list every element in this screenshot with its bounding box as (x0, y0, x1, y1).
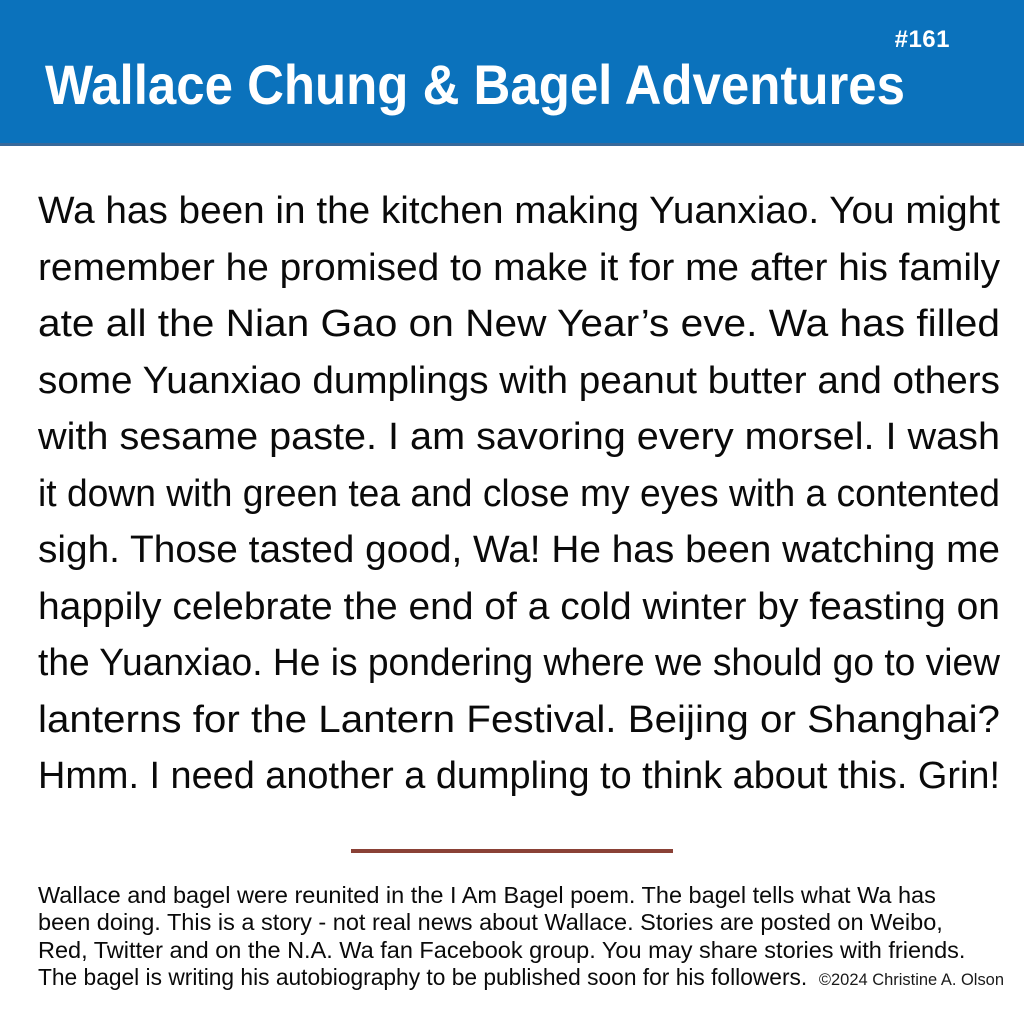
copyright: ©2024 Christine A. Olson (818, 970, 1004, 989)
story-line (38, 466, 1000, 523)
story-line-text: some Yuanxiao dumplings with peanut butter and others (38, 359, 1000, 402)
story-line (38, 522, 1000, 579)
story-line-text: sigh. Those tasted good, Wa! He has been watching me (38, 529, 1000, 571)
story-line-text: lanterns for the Lantern Festival. Beijing or Shanghai? (38, 698, 1000, 741)
story-line-text: remember he promised to make it for me after his family (38, 246, 1000, 289)
story-line (38, 692, 1000, 749)
issue-number: #161 (894, 26, 950, 53)
story-line-text: the Yuanxiao. He is pondering where we should go to view (38, 642, 1000, 684)
story-line-text: happily celebrate the end of a cold winter by feasting on (38, 585, 1000, 628)
page-title-text: Wallace Chung & Bagel Adventures (45, 53, 905, 116)
story-line-text: Wa has been in the kitchen making Yuanxiao. You might (38, 190, 1000, 232)
footer-line (38, 882, 1004, 910)
story-text (0, 146, 1024, 805)
story-line (38, 635, 1000, 692)
footer-last-line (38, 964, 1004, 991)
header-banner (0, 0, 1024, 146)
story-line-text: Hmm. I need another a dumpling to think about this. Grin! (38, 755, 1000, 797)
page-title (45, 54, 905, 124)
footer-line (38, 909, 1004, 937)
footer-line-text: been doing. This is a story - not real news about Wallace. Stories are posted on Weibo, (38, 909, 943, 935)
story-line (38, 296, 1000, 353)
story-line (38, 579, 1000, 636)
story-line (38, 748, 1000, 805)
footer-line-text: Wallace and bagel were reunited in the I Am Bagel poem. The bagel tells what Wa has (38, 881, 936, 908)
footer-line (38, 964, 1004, 992)
footer-line-text: Red, Twitter and on the N.A. Wa fan Facebook group. You may share stories with friends. (38, 936, 966, 963)
story-line (38, 183, 1000, 240)
footer-note (0, 853, 1024, 992)
story-line-text: it down with green tea and close my eyes with a contented (38, 472, 1000, 515)
story-line-text: with sesame paste. I am savoring every morsel. I wash (38, 416, 1000, 458)
story-line (38, 409, 1000, 466)
story-line-text: ate all the Nian Gao on New Year’s eve. Wa has filled (38, 303, 1000, 345)
footer-line (38, 937, 1004, 965)
footer-line-text: The bagel is writing his autobiography to be published soon for his followers. (38, 964, 808, 990)
story-line (38, 353, 1000, 410)
story-line (38, 240, 1000, 297)
